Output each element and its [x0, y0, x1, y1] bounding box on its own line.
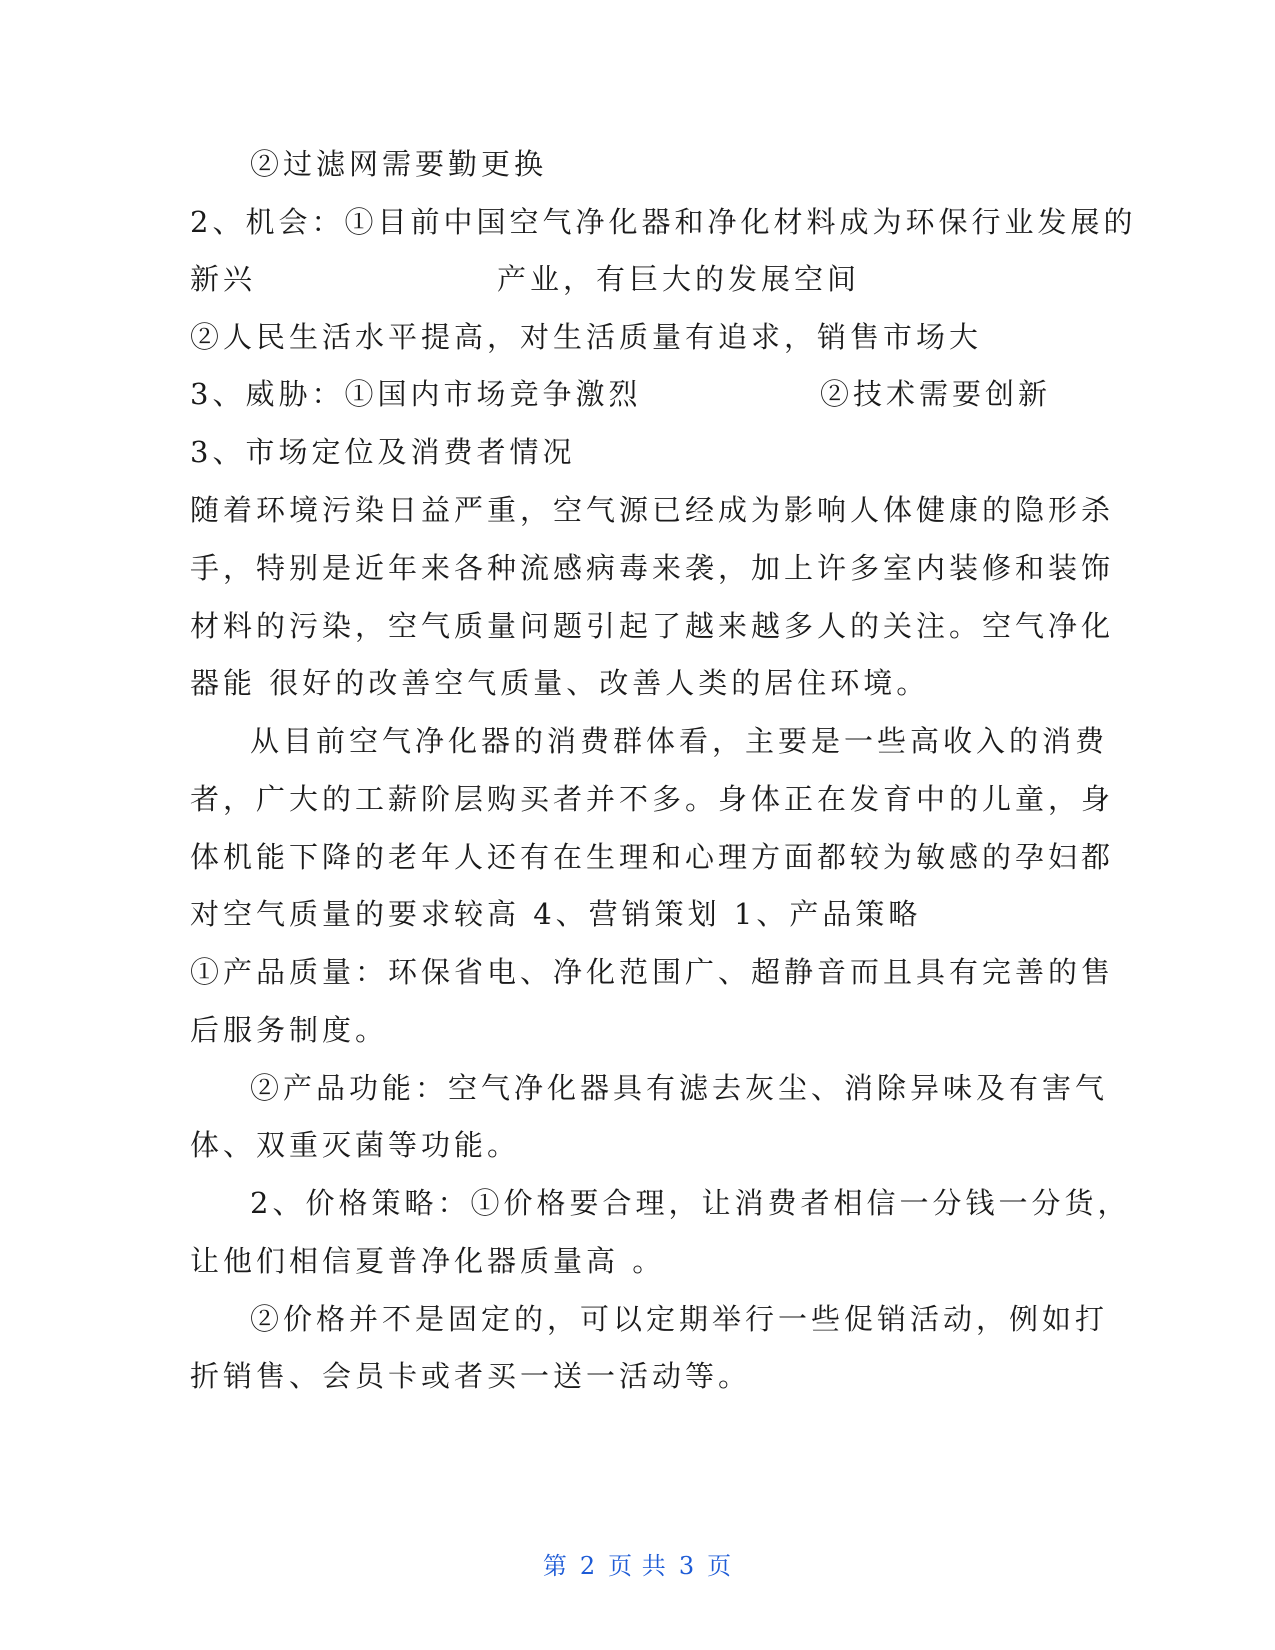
text-line: 体、双重灭菌等功能。 — [190, 1128, 521, 1162]
text-line: 者，广大的工薪阶层购买者并不多。身体正在发育中的儿童，身 — [190, 782, 1115, 816]
text-line: ①产品质量：环保省电、净化范围广、超静音而且具有完善的售 — [190, 955, 1115, 989]
text-line: 对空气质量的要求较高 4、营销策划 1、产品策略 — [190, 897, 922, 931]
text-line: 3、威胁：①国内市场竞争激烈 — [190, 377, 642, 411]
text-line: 折销售、会员卡或者买一送一活动等。 — [190, 1359, 752, 1393]
text-line: ②技术需要创新 — [820, 377, 1052, 411]
text-line: ②过滤网需要勤更换 — [250, 147, 548, 181]
text-line: 2、价格策略：①价格要合理，让消费者相信一分钱一分货， — [250, 1186, 1131, 1220]
text-line: 新兴 — [190, 262, 257, 296]
footer-prefix: 第 — [542, 1552, 568, 1580]
footer-total-pages: 3 — [678, 1552, 696, 1580]
text-line: 后服务制度。 — [190, 1013, 389, 1047]
text-line: 器能 很好的改善空气质量、改善人类的居住环境。 — [190, 666, 930, 700]
text-line: ②价格并不是固定的，可以定期举行一些促销活动，例如打 — [250, 1302, 1109, 1336]
footer-suffix: 页 — [707, 1552, 733, 1580]
page-footer — [0, 1546, 1275, 1581]
text-line: ②人民生活水平提高，对生活质量有追求，销售市场大 — [190, 320, 983, 354]
footer-mid: 页 共 — [608, 1552, 667, 1580]
text-line: 随着环境污染日益严重，空气源已经成为影响人体健康的隐形杀 — [190, 493, 1115, 527]
text-line: 手，特别是近年来各种流感病毒来袭，加上许多室内装修和装饰 — [190, 551, 1115, 585]
text-line: ②产品功能：空气净化器具有滤去灰尘、消除异味及有害气 — [250, 1071, 1109, 1105]
text-line: 从目前空气净化器的消费群体看，主要是一些高收入的消费 — [250, 724, 1109, 758]
section-heading: 3、市场定位及消费者情况 — [190, 435, 576, 469]
text-line: 让他们相信夏普净化器质量高 。 — [190, 1244, 666, 1278]
text-line: 材料的污染，空气质量问题引起了越来越多人的关注。空气净化 — [190, 609, 1115, 643]
text-line: 2、机会：①目前中国空气净化器和净化材料成为环保行业发展的 — [190, 205, 1137, 239]
footer-page-number: 2 — [579, 1552, 597, 1580]
text-line: 产业，有巨大的发展空间 — [497, 262, 861, 296]
text-line: 体机能下降的老年人还有在生理和心理方面都较为敏感的孕妇都 — [190, 840, 1115, 874]
